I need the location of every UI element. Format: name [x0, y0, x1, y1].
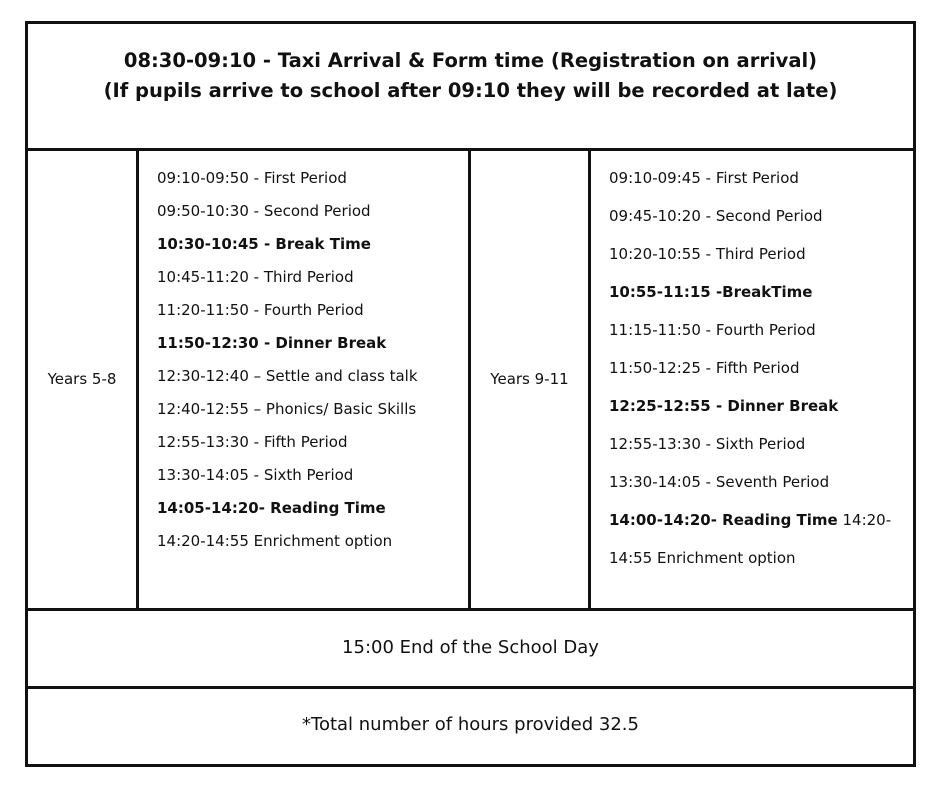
- enrichment-start-text: 14:20-: [837, 511, 892, 529]
- schedule-item-break: 10:30-10:45 - Break Time: [157, 235, 371, 253]
- years-5-8-schedule: [157, 162, 418, 558]
- schedule-item-dinner: 12:25-12:55 - Dinner Break: [609, 397, 839, 415]
- schedule-item: 09:45-10:20 - Second Period: [609, 207, 823, 225]
- schedule-item: 11:20-11:50 - Fourth Period: [157, 301, 364, 319]
- divider-end-of-day: [25, 686, 916, 689]
- schedule-item: 09:10-09:50 - First Period: [157, 169, 347, 187]
- schedule-item: 10:45-11:20 - Third Period: [157, 268, 354, 286]
- schedule-item: 09:50-10:30 - Second Period: [157, 202, 371, 220]
- schedule-item-break: 10:55-11:15 -BreakTime: [609, 283, 813, 301]
- schedule-item: 12:55-13:30 - Fifth Period: [157, 433, 348, 451]
- schedule-item-reading: [609, 501, 891, 539]
- schedule-item: 13:30-14:05 - Sixth Period: [157, 466, 354, 484]
- schedule-item: 14:20-14:55 Enrichment option: [157, 532, 393, 550]
- reading-time-text: 14:00-14:20- Reading Time: [609, 511, 838, 529]
- schedule-item: 12:40-12:55 – Phonics/ Basic Skills: [157, 400, 417, 418]
- schedule-item: 11:15-11:50 - Fourth Period: [609, 321, 816, 339]
- arrival-header: [28, 24, 913, 150]
- late-notice-line: (If pupils arrive to school after 09:10 they will be recorded at late): [103, 79, 838, 102]
- years-9-11-label: Years 9-11: [490, 370, 569, 388]
- schedule-item: 11:50-12:25 - Fifth Period: [609, 359, 800, 377]
- end-of-day: 15:00 End of the School Day: [342, 637, 599, 658]
- schedule-item-dinner: 11:50-12:30 - Dinner Break: [157, 334, 387, 352]
- schedule-item: 13:30-14:05 - Seventh Period: [609, 473, 830, 491]
- years-9-11-schedule: [609, 159, 891, 577]
- years-5-8-label: Years 5-8: [47, 370, 117, 388]
- schedule-item: 14:55 Enrichment option: [609, 549, 796, 567]
- schedule-item-reading: 14:05-14:20- Reading Time: [157, 499, 386, 517]
- total-hours: *Total number of hours provided 32.5: [302, 714, 639, 735]
- schedule-item: 10:20-10:55 - Third Period: [609, 245, 806, 263]
- divider-col-3: [588, 150, 591, 611]
- arrival-time-line: 08:30-09:10 - Taxi Arrival & Form time (Registration on arrival): [123, 49, 818, 72]
- divider-col-1: [136, 150, 139, 611]
- schedule-item: 12:30-12:40 – Settle and class talk: [157, 367, 418, 385]
- schedule-item: 09:10-09:45 - First Period: [609, 169, 799, 187]
- schedule-item: 12:55-13:30 - Sixth Period: [609, 435, 806, 453]
